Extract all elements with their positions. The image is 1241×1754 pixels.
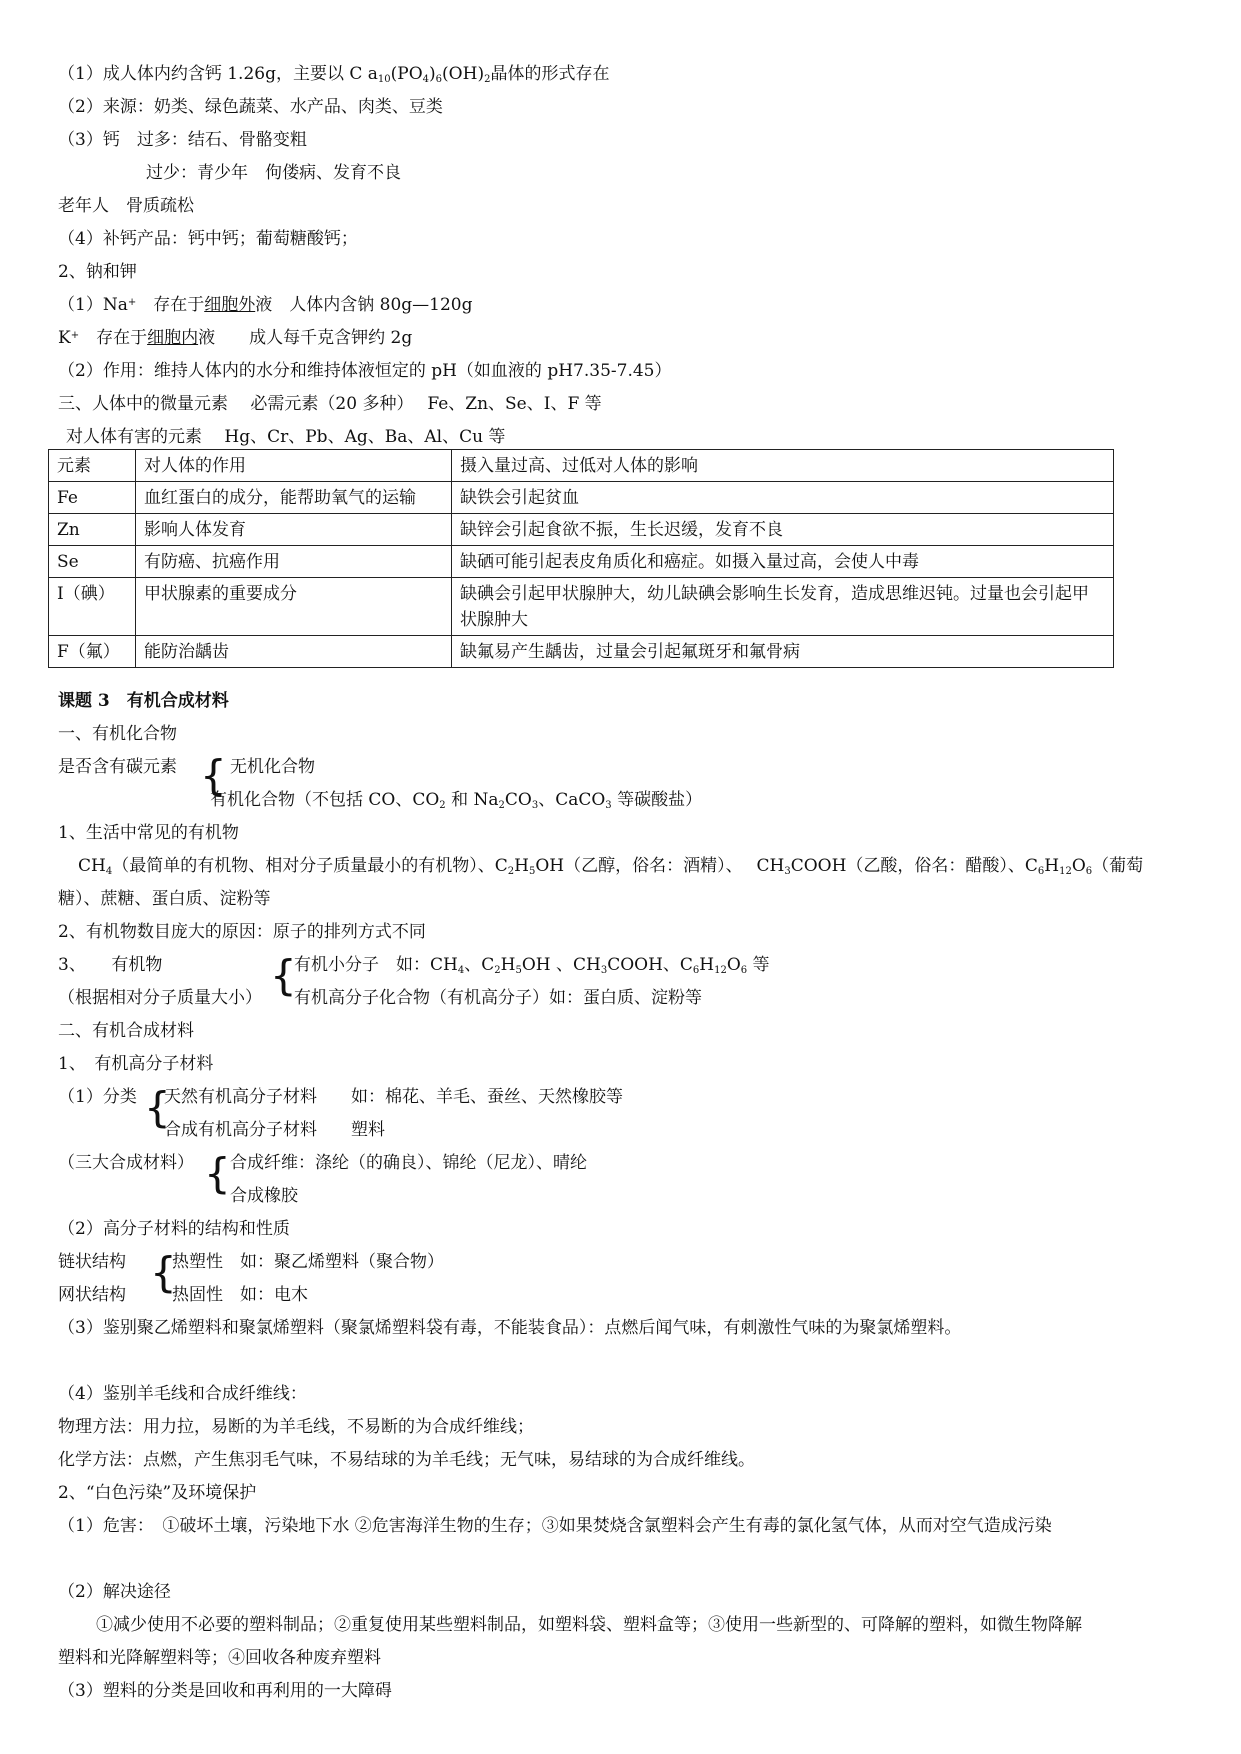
physical-method-line: 物理方法：用力拉，易断的为羊毛线，不易断的为合成纤维线； [58,1417,534,1437]
calcium-elderly-line: 老年人 骨质疏松 [58,196,194,216]
table-cell: 有防癌、抗癌作用 [136,546,452,578]
table-cell: I（碘） [49,578,136,636]
table-cell: 缺锌会引起食欲不振，生长迟缓，发育不良 [452,514,1114,546]
calcium-source-line: （2）来源：奶类、绿色蔬菜、水产品、肉类、豆类 [58,97,443,117]
solution-line-cont: 塑料和光降解塑料等；④回收各种废弃塑料 [58,1648,381,1668]
table-row [49,578,1114,636]
polymer-materials-heading: 1、 有机高分子材料 [58,1054,214,1074]
structure-heading: （2）高分子材料的结构和性质 [58,1219,290,1239]
common-organics-heading: 1、生活中常见的有机物 [58,823,239,843]
left-brace-icon: { [200,751,227,800]
table-cell: 甲状腺素的重要成分 [136,578,452,636]
potassium-line: K+ 存在于细胞内液 成人每千克含钾约 2g [58,328,413,348]
table-cell: Fe [49,482,136,514]
natural-polymer-line: 天然有机高分子材料 如：棉花、羊毛、蚕丝、天然橡胶等 [164,1087,623,1107]
table-cell: 血红蛋白的成分，能帮助氧气的运输 [136,482,452,514]
thermoplastic-line: 热塑性 如：聚乙烯塑料（聚合物） [172,1252,444,1272]
network-structure-label: 网状结构 [58,1285,126,1305]
table-row [49,546,1114,578]
section-synthetic-materials: 二、有机合成材料 [58,1021,194,1041]
common-organics-line-cont: 糖）、蔗糖、蛋白质、淀粉等 [58,889,271,909]
table-cell: 影响人体发育 [136,514,452,546]
sodium-potassium-heading: 2、钠和钾 [58,262,137,282]
pollution-harm-line: （1）危害： ①破坏土壤，污染地下水 ②危害海洋生物的生存；③如果焚烧含氯塑料会产生有毒的氯化氢气体，从而对空气造成污染 [58,1516,1052,1536]
table-row [49,482,1114,514]
table-cell: 缺铁会引起贫血 [452,482,1114,514]
sodium-role-line: （2）作用：维持人体内的水分和维持体液恒定的 pH（如血液的 pH7.35-7.45） [58,361,672,381]
table-header-row [49,450,1114,482]
sodium-line: （1）Na+ 存在于细胞外液 人体内含钠 80g—120g [58,295,473,315]
chain-structure-label: 链状结构 [58,1252,126,1272]
table-cell: 缺氟易产生龋齿，过量会引起氟斑牙和氟骨病 [452,636,1114,668]
organic-reason-line: 2、有机物数目庞大的原因：原子的排列方式不同 [58,922,426,942]
table-cell: 缺硒可能引起表皮角质化和癌症。如摄入量过高，会使人中毒 [452,546,1114,578]
table-cell: Zn [49,514,136,546]
table-row [49,514,1114,546]
left-brace-icon: { [204,1149,231,1198]
lesson-title: 课题 3 有机合成材料 [58,691,229,711]
table-header-cell: 元素 [49,450,136,482]
common-organics-line: $CH_4$（最简单的有机物、相对分子质量最小的有机物）、$C_2H_5OH$（乙醇，俗名：酒精）、 $CH_3COOH$（乙酸，俗名：醋酸）、$C_6H_{12}O_6$（葡萄 [78,856,1144,877]
synthetic-fiber-line: 合成纤维：涤纶（的确良）、锦纶（尼龙）、晴纶 [230,1153,587,1173]
organic-label: 有机化合物（不包括 CO、$CO_2$ 和 $Na_2CO_3$、CaCO$_3$ 等碳酸盐） [210,790,703,811]
white-pollution-heading: 2、“白色污染”及环境保护 [58,1483,257,1503]
carbon-question: 是否含有碳元素 [58,757,177,777]
left-brace-icon: { [150,1248,177,1297]
three-synthetic-label: （三大合成材料） [58,1153,194,1173]
table-cell: 缺碘会引起甲状腺肿大，幼儿缺碘会影响生长发育，造成思维迟钝。过量也会引起甲状腺肿大 [452,578,1114,636]
thermoset-line: 热固性 如：电木 [172,1285,308,1305]
table-cell: Se [49,546,136,578]
small-molecule-line: 有机小分子 如：$CH_4$、$C_2H_5OH$ 、$CH_3COOH$、$C_6H_{12}O_6$ 等 [294,955,770,976]
solution-heading: （2）解决途径 [58,1582,171,1602]
solution-line: ①减少使用不必要的塑料制品；②重复使用某些塑料制品，如塑料袋、塑料盒等；③使用一些新型的、可降解的塑料，如微生物降解 [96,1615,1082,1635]
table-cell: 能防治龋齿 [136,636,452,668]
table-row [49,636,1114,668]
organic-class-label: 3、 有机物 [58,955,163,975]
table-cell: F（氟） [49,636,136,668]
plastic-classification-line: （3）塑料的分类是回收和再利用的一大障碍 [58,1681,392,1701]
calcium-lack-line: 过少：青少年 佝偻病、发育不良 [146,163,401,183]
left-brace-icon: { [144,1083,171,1132]
calcium-supplement-line: （4）补钙产品：钙中钙；葡萄糖酸钙； [58,229,358,249]
inorganic-label: 无机化合物 [230,757,315,777]
trace-elements-heading: 三、人体中的微量元素 必需元素（20 多种） Fe、Zn、Se、I、F 等 [58,394,602,414]
synthetic-polymer-line: 合成有机高分子材料 塑料 [164,1120,385,1140]
table-header-cell: 摄入量过高、过低对人体的影响 [452,450,1114,482]
calcium-excess-line: （3）钙 过多：结石、骨骼变粗 [58,130,307,150]
macromolecule-line: 有机高分子化合物（有机高分子）如：蛋白质、淀粉等 [294,988,702,1008]
harmful-elements-line: 对人体有害的元素 Hg、Cr、Pb、Ag、Ba、Al、Cu 等 [66,427,506,447]
synthetic-rubber-line: 合成橡胶 [230,1186,298,1206]
table-header-cell: 对人体的作用 [136,450,452,482]
identify-plastic-line: （3）鉴别聚乙烯塑料和聚氯烯塑料（聚氯烯塑料袋有毒，不能装食品）：点燃后闻气味，有刺激性气味的为聚氯烯塑料。 [58,1318,962,1338]
section-organic-compounds: 一、有机化合物 [58,724,177,744]
classification-label: （1）分类 [58,1087,137,1107]
trace-element-table [48,449,1114,668]
calcium-content-line: （1）成人体内约含钙 1.26g，主要以 C $a_{10}(PO_4)_6(OH)_2$晶体的形式存在 [58,64,610,85]
chemical-method-line: 化学方法：点燃，产生焦羽毛气味，不易结球的为羊毛线；无气味，易结球的为合成纤维线。 [58,1450,755,1470]
left-brace-icon: { [270,951,297,1000]
organic-class-criterion: （根据相对分子质量大小） [58,988,262,1008]
identify-fiber-heading: （4）鉴别羊毛线和合成纤维线： [58,1384,307,1404]
